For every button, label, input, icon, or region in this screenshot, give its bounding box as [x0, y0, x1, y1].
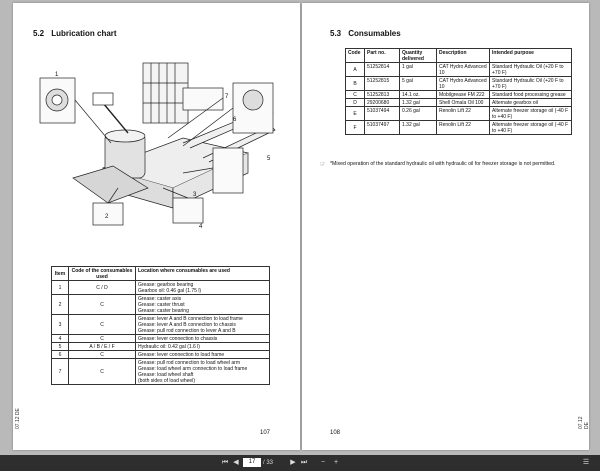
code-cell: A: [346, 63, 365, 77]
location-cell: [136, 343, 270, 351]
table-row: [52, 295, 270, 315]
part-cell: 51037494: [365, 107, 400, 121]
purpose-cell: Standard Hydraulic Oil (+20 F to +70 F): [490, 77, 572, 91]
col-purpose: Intended purpose: [490, 49, 572, 63]
code-cell: C: [69, 315, 136, 335]
code-cell: B: [346, 77, 365, 91]
col-item: Item: [52, 267, 69, 281]
desc-cell: Shell Omala Oil 100: [437, 99, 490, 107]
table-row: [346, 63, 572, 77]
part-cell: 51252813: [365, 91, 400, 99]
page-number: 107: [260, 430, 271, 436]
item-cell: 5: [52, 343, 69, 351]
code-cell: C: [346, 91, 365, 99]
item-cell: 1: [52, 281, 69, 295]
left-page: [13, 3, 300, 450]
location-cell: [136, 335, 270, 343]
desc-cell: Mobilgrease FM 222: [437, 91, 490, 99]
location-cell: [136, 359, 270, 385]
location-line: Hydraulic oil: 0.42 gal (1.6 l): [138, 343, 200, 350]
desc-cell: Renolin Lift 22: [437, 107, 490, 121]
location-line: Grease: pull rod connection to lever A and B: [138, 327, 236, 334]
item-cell: 4: [52, 335, 69, 343]
prev-page-icon[interactable]: ◀: [233, 459, 239, 466]
side-code: 07.12 DE: [15, 408, 21, 429]
callout-4: 4: [199, 224, 203, 230]
table-header-row: [52, 267, 270, 281]
code-cell: E: [346, 107, 365, 121]
col-quantity: Quantity delivered: [400, 49, 437, 63]
location-line: Gearbox oil: 0.46 gal (1.75 l): [138, 287, 202, 294]
col-description: Description: [437, 49, 490, 63]
qty-cell: 1 gal: [400, 63, 437, 77]
code-cell: C: [69, 335, 136, 343]
table-row: [52, 359, 270, 385]
table-row: [346, 107, 572, 121]
location-line: Grease: load wheel shaft: [138, 371, 194, 378]
location-cell: [136, 351, 270, 359]
location-line: Grease: caster bearing: [138, 307, 189, 314]
location-line: Grease: caster axis: [138, 295, 182, 302]
desc-cell: CAT Hydro Advanced 10: [437, 63, 490, 77]
code-cell: C: [69, 295, 136, 315]
table-row: [52, 315, 270, 335]
section-number: 5.2: [33, 29, 45, 38]
table-row: [346, 99, 572, 107]
next-page-icon[interactable]: ▶: [290, 459, 296, 466]
col-part: Part no.: [365, 49, 400, 63]
qty-cell: 5 gal: [400, 77, 437, 91]
last-page-icon[interactable]: ⏭: [300, 459, 308, 466]
callout-3: 3: [193, 192, 197, 198]
location-line: Grease: caster thrust: [138, 301, 185, 308]
location-line: Grease: load wheel arm connection to load frame: [138, 365, 248, 372]
code-cell: D: [346, 99, 365, 107]
table-row: [346, 91, 572, 99]
location-line: Grease: gearbox bearing: [138, 281, 194, 288]
location-line: Grease: lever A and B connection to chassis: [138, 321, 236, 328]
callout-6: 6: [233, 117, 237, 123]
purpose-cell: Alternate freezer storage oil (-40 F to +40 F): [490, 121, 572, 135]
location-line: Grease: lever connection to load frame: [138, 351, 225, 358]
consumables-table: [345, 48, 572, 135]
table-row: [346, 77, 572, 91]
table-row: [346, 121, 572, 135]
location-cell: [136, 295, 270, 315]
location-line: (both sides of load wheel): [138, 377, 195, 384]
code-cell: C: [69, 351, 136, 359]
desc-cell: CAT Hydro Advanced 10: [437, 77, 490, 91]
code-cell: F: [346, 121, 365, 135]
zoom-out-button[interactable]: −: [320, 459, 326, 466]
right-page: [302, 3, 589, 450]
part-cell: 29200680: [365, 99, 400, 107]
qty-cell: 1.32 gal: [400, 99, 437, 107]
section-heading: [330, 29, 401, 38]
callout-2: 2: [105, 214, 109, 220]
purpose-cell: Standard Hydraulic Oil (+20 F to +70 F): [490, 63, 572, 77]
lubrication-table: [51, 266, 270, 385]
desc-cell: Renolin Lift 22: [437, 121, 490, 135]
code-cell: C / D: [69, 281, 136, 295]
lubrication-diagram: [33, 48, 278, 233]
table-row: [52, 335, 270, 343]
page-total: / 33: [263, 460, 274, 466]
callout-1: 1: [55, 72, 59, 78]
purpose-cell: Alternate gearbox oil: [490, 99, 572, 107]
code-cell: A / B / E / F: [69, 343, 136, 351]
page-number: 108: [330, 430, 341, 436]
item-cell: 7: [52, 359, 69, 385]
location-line: Grease: lever connection to chassis: [138, 335, 218, 342]
location-cell: [136, 281, 270, 295]
page-input[interactable]: 17: [243, 458, 261, 467]
footnote: *Mixed operation of the standard hydraulic oil with hydraulic oil for freezer storage is not permitted.: [330, 161, 556, 167]
first-page-icon[interactable]: ⏮: [221, 459, 229, 466]
purpose-cell: Alternate freezer storage oil (-40 F to +40 F): [490, 107, 572, 121]
table-row: [52, 351, 270, 359]
section-title: Consumables: [348, 29, 401, 38]
table-row: [52, 343, 270, 351]
purpose-cell: Standard food processing grease: [490, 91, 572, 99]
part-cell: 51037497: [365, 121, 400, 135]
part-cell: 51252815: [365, 77, 400, 91]
section-number: 5.3: [330, 29, 342, 38]
table-header-row: [346, 49, 572, 63]
part-cell: 51252814: [365, 63, 400, 77]
table-row: [52, 281, 270, 295]
zoom-in-button[interactable]: +: [333, 459, 339, 466]
item-cell: 2: [52, 295, 69, 315]
qty-cell: 14.1 oz.: [400, 91, 437, 99]
section-heading: [33, 29, 117, 38]
code-cell: C: [69, 359, 136, 385]
side-code: 07.12 DE: [578, 416, 590, 429]
viewer-toolbar: [0, 455, 600, 471]
qty-cell: 0.26 gal: [400, 107, 437, 121]
location-line: Grease: lever A and B connection to load frame: [138, 315, 243, 322]
callout-5: 5: [267, 156, 271, 162]
qty-cell: 1.32 gal: [400, 121, 437, 135]
menu-icon[interactable]: ☰: [582, 459, 590, 466]
note-arrow-icon: ☞: [320, 162, 326, 168]
location-line: Grease: pull rod connection to load wheel arm: [138, 359, 241, 366]
section-title: Lubrication chart: [51, 29, 117, 38]
location-cell: [136, 315, 270, 335]
item-cell: 3: [52, 315, 69, 335]
col-location: Location where consumables are used: [136, 267, 270, 281]
callout-7: 7: [225, 94, 229, 100]
item-cell: 6: [52, 351, 69, 359]
col-code: Code of the consumables used: [69, 267, 136, 281]
col-code: Code: [346, 49, 365, 63]
